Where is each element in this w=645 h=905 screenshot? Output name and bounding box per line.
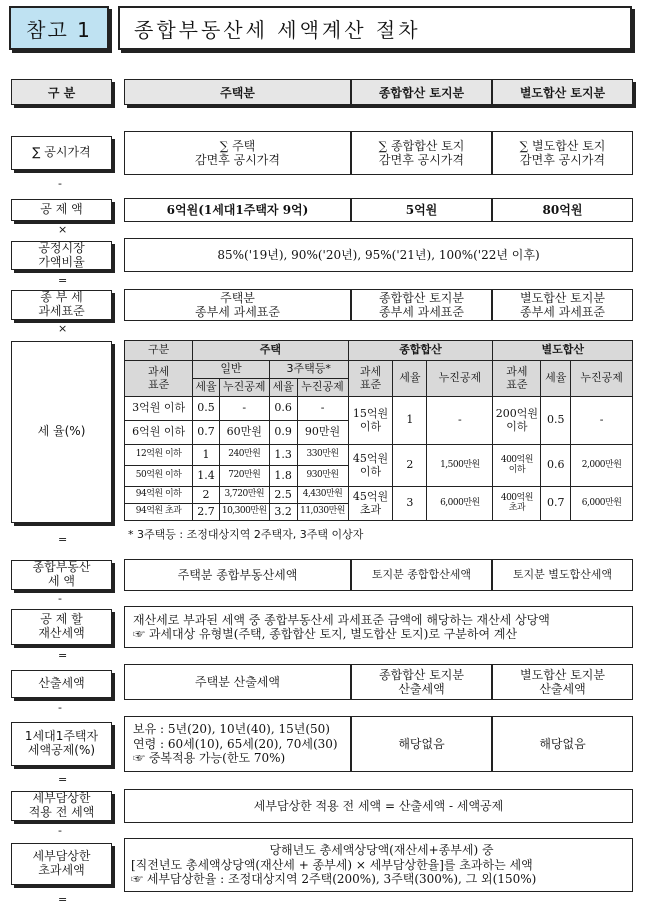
rt-house-d2: 930만원	[297, 466, 348, 487]
excess-cap-desc	[124, 838, 633, 892]
single-line1: 보유 : 5년(20), 10년(40), 15년(50)	[133, 722, 330, 737]
gongsi-house: ∑ 주택 감면후 공시가격	[124, 131, 351, 175]
operator-times: ×	[58, 223, 68, 236]
rt-house-d1: 240만원	[219, 445, 269, 466]
rt-comp: 종합합산	[348, 341, 493, 361]
single-house-desc	[124, 716, 351, 772]
gongje-sep: 80억원	[492, 198, 633, 222]
label-property-tax-deduct: 공 제 할 재산세액	[11, 609, 112, 645]
rt-house: 주택	[193, 341, 348, 361]
section-tag: 참고 1	[9, 6, 109, 50]
rt-house-r2: 0.9	[269, 421, 297, 445]
rt-sep-base: 200억원 이하	[493, 397, 541, 445]
rt-sep-rate-h: 세율	[541, 361, 571, 397]
fair-ratio-value: 85%('19년), 90%('20년), 95%('21년), 100%('22년 이후)	[124, 238, 633, 272]
rt-house-base: 3억원 이하	[125, 397, 193, 421]
col-header-sep-land: 별도합산 토지분	[492, 79, 633, 105]
col-header-gubun: 구 분	[11, 79, 112, 105]
rt-comp-cum-h: 누진공제	[427, 361, 493, 397]
rt-base-h: 과세 표준	[125, 361, 193, 397]
rt-house-r2: 1.3	[269, 445, 297, 466]
rt-three: 3주택등*	[269, 361, 348, 379]
col-header-house: 주택분	[124, 79, 351, 105]
rt-house-base: 94억원 이하	[125, 487, 193, 504]
page-title: 종합부동산세 세액계산 절차	[118, 6, 632, 50]
rt-cum1-h: 누진공제	[219, 379, 269, 397]
gongje-comp: 5억원	[351, 198, 492, 222]
rt-house-r1: 0.5	[193, 397, 220, 421]
rt-house-base: 6억원 이하	[125, 421, 193, 445]
label-before-cap: 세부담상한 적용 전 세액	[11, 791, 112, 821]
label-fair-ratio: 공정시장 가액비율	[11, 241, 112, 270]
excess-line2: [직전년도 총세액상당액(재산세 + 종부세) × 세부담상한율]를 초과하는 세액	[131, 857, 533, 872]
single-line3: ☞ 중복적용 가능(한도 70%)	[133, 751, 286, 766]
label-calc-tax: 산출세액	[11, 670, 112, 698]
base-comp: 종합합산 토지분 종부세 과세표준	[351, 289, 492, 321]
gongje-house: 6억원(1세대1주택자 9억)	[124, 198, 351, 222]
rt-sep-cum: 6,000만원	[571, 487, 633, 521]
rt-comp-rate: 2	[393, 445, 427, 487]
rt-house-d2: 90만원	[297, 421, 348, 445]
rt-comp-rate-h: 세율	[393, 361, 427, 397]
rt-house-r2: 2.5	[269, 487, 297, 504]
operator-equals: =	[58, 274, 68, 287]
rt-comp-cum: -	[427, 397, 493, 445]
rate-footnote: * 3주택등 : 조정대상지역 2주택자, 3주택 이상자	[128, 528, 364, 541]
rt-house-r2: 1.8	[269, 466, 297, 487]
label-tax-rate: 세 율(%)	[11, 341, 112, 523]
base-sep: 별도합산 토지분 종부세 과세표준	[492, 289, 633, 321]
operator-times: ×	[58, 322, 68, 335]
gongsi-sep: ∑ 별도합산 토지 감면후 공시가격	[492, 131, 633, 175]
operator-minus: -	[58, 592, 62, 605]
rt-comp-base-h: 과세 표준	[348, 361, 393, 397]
rt-gubun: 구분	[125, 341, 193, 361]
rt-sep-cum: -	[571, 397, 633, 445]
rt-sep-base: 400억원 이하	[493, 445, 541, 487]
deduct-line1: 재산세로 부과된 세액 중 종합부동산세 과세표준 금액에 해당하는 재산세 상당액	[133, 612, 550, 627]
operator-equals: =	[58, 773, 68, 786]
rt-house-r1: 2	[193, 487, 220, 504]
base-house: 주택분 종부세 과세표준	[124, 289, 351, 321]
tax-house: 주택분 종합부동산세액	[124, 559, 351, 591]
excess-line3: ☞ 세부담상한율 : 조정대상지역 2주택(200%), 3주택(300%), 그 외(150%)	[131, 872, 537, 887]
rt-house-d2: 330만원	[297, 445, 348, 466]
deduct-desc	[124, 606, 633, 648]
rt-house-d2: 11,030만원	[297, 504, 348, 521]
operator-minus: -	[58, 177, 62, 190]
tax-sep: 토지분 별도합산세액	[492, 559, 633, 591]
operator-equals: =	[58, 533, 68, 546]
single-line2: 연령 : 60세(10), 65세(20), 70세(30)	[133, 736, 338, 751]
rt-house-d1: 10,300만원	[219, 504, 269, 521]
rt-house-base: 50억원 이하	[125, 466, 193, 487]
rate-table	[124, 340, 633, 521]
label-comp-tax: 종합부동산 세 액	[11, 560, 112, 590]
rt-house-d1: 720만원	[219, 466, 269, 487]
rt-sep-rate: 0.5	[541, 397, 571, 445]
label-gongje: 공 제 액	[11, 199, 112, 221]
rt-comp-cum: 6,000만원	[427, 487, 493, 521]
label-single-house-credit: 1세대1주택자 세액공제(%)	[11, 722, 112, 766]
rt-sep-base-h: 과세 표준	[493, 361, 541, 397]
rt-house-r2: 0.6	[269, 397, 297, 421]
calc-house: 주택분 산출세액	[124, 664, 351, 700]
operator-equals: =	[58, 649, 68, 662]
label-tax-base: 종 부 세 과세표준	[11, 290, 112, 320]
rt-house-r1: 2.7	[193, 504, 220, 521]
rt-comp-base: 45억원 이하	[348, 445, 393, 487]
rt-house-d2: 4,430만원	[297, 487, 348, 504]
rt-house-d2: -	[297, 397, 348, 421]
rt-house-base: 12억원 이하	[125, 445, 193, 466]
label-gongsi: ∑ 공시가격	[11, 136, 112, 170]
rt-house-r1: 0.7	[193, 421, 220, 445]
rt-rate2-h: 세율	[269, 379, 297, 397]
rt-house-r1: 1.4	[193, 466, 220, 487]
operator-minus: -	[58, 824, 62, 837]
rt-house-base: 94억원 초과	[125, 504, 193, 521]
operator-equals: =	[58, 893, 68, 905]
single-sep: 해당없음	[492, 716, 633, 772]
deduct-line2: ☞ 과세대상 유형별(주택, 종합합산 토지, 별도합산 토지)로 구분하여 계산	[133, 627, 518, 641]
label-excess-cap: 세부담상한 초과세액	[11, 843, 112, 885]
rt-sep-cum: 2,000만원	[571, 445, 633, 487]
rt-sep-base: 400억원 초과	[493, 487, 541, 521]
single-comp: 해당없음	[351, 716, 492, 772]
operator-minus: -	[58, 701, 62, 714]
rt-sep-rate: 0.6	[541, 445, 571, 487]
rt-house-d1: -	[219, 397, 269, 421]
rt-comp-rate: 1	[393, 397, 427, 445]
rt-rate1-h: 세율	[193, 379, 220, 397]
rt-general: 일반	[193, 361, 270, 379]
excess-line1: 당해년도 총세액상당액(재산세+종부세) 중	[269, 843, 494, 858]
rt-comp-base: 15억원 이하	[348, 397, 393, 445]
col-header-comp-land: 종합합산 토지분	[351, 79, 492, 105]
rt-comp-rate: 3	[393, 487, 427, 521]
rt-sep-rate: 0.7	[541, 487, 571, 521]
calc-sep: 별도합산 토지분 산출세액	[492, 664, 633, 700]
calc-comp: 종합합산 토지분 산출세액	[351, 664, 492, 700]
rt-comp-base: 45억원 초과	[348, 487, 393, 521]
tax-comp: 토지분 종합합산세액	[351, 559, 492, 591]
rt-house-r1: 1	[193, 445, 220, 466]
rt-house-d1: 3,720만원	[219, 487, 269, 504]
rt-sep-cum-h: 누진공제	[571, 361, 633, 397]
gongsi-comp: ∑ 종합합산 토지 감면후 공시가격	[351, 131, 492, 175]
before-cap-desc: 세부담상한 적용 전 세액 = 산출세액 - 세액공제	[124, 789, 633, 823]
rt-cum2-h: 누진공제	[297, 379, 348, 397]
rt-house-r2: 3.2	[269, 504, 297, 521]
rt-comp-cum: 1,500만원	[427, 445, 493, 487]
rt-sep: 별도합산	[493, 341, 633, 361]
rt-house-d1: 60만원	[219, 421, 269, 445]
